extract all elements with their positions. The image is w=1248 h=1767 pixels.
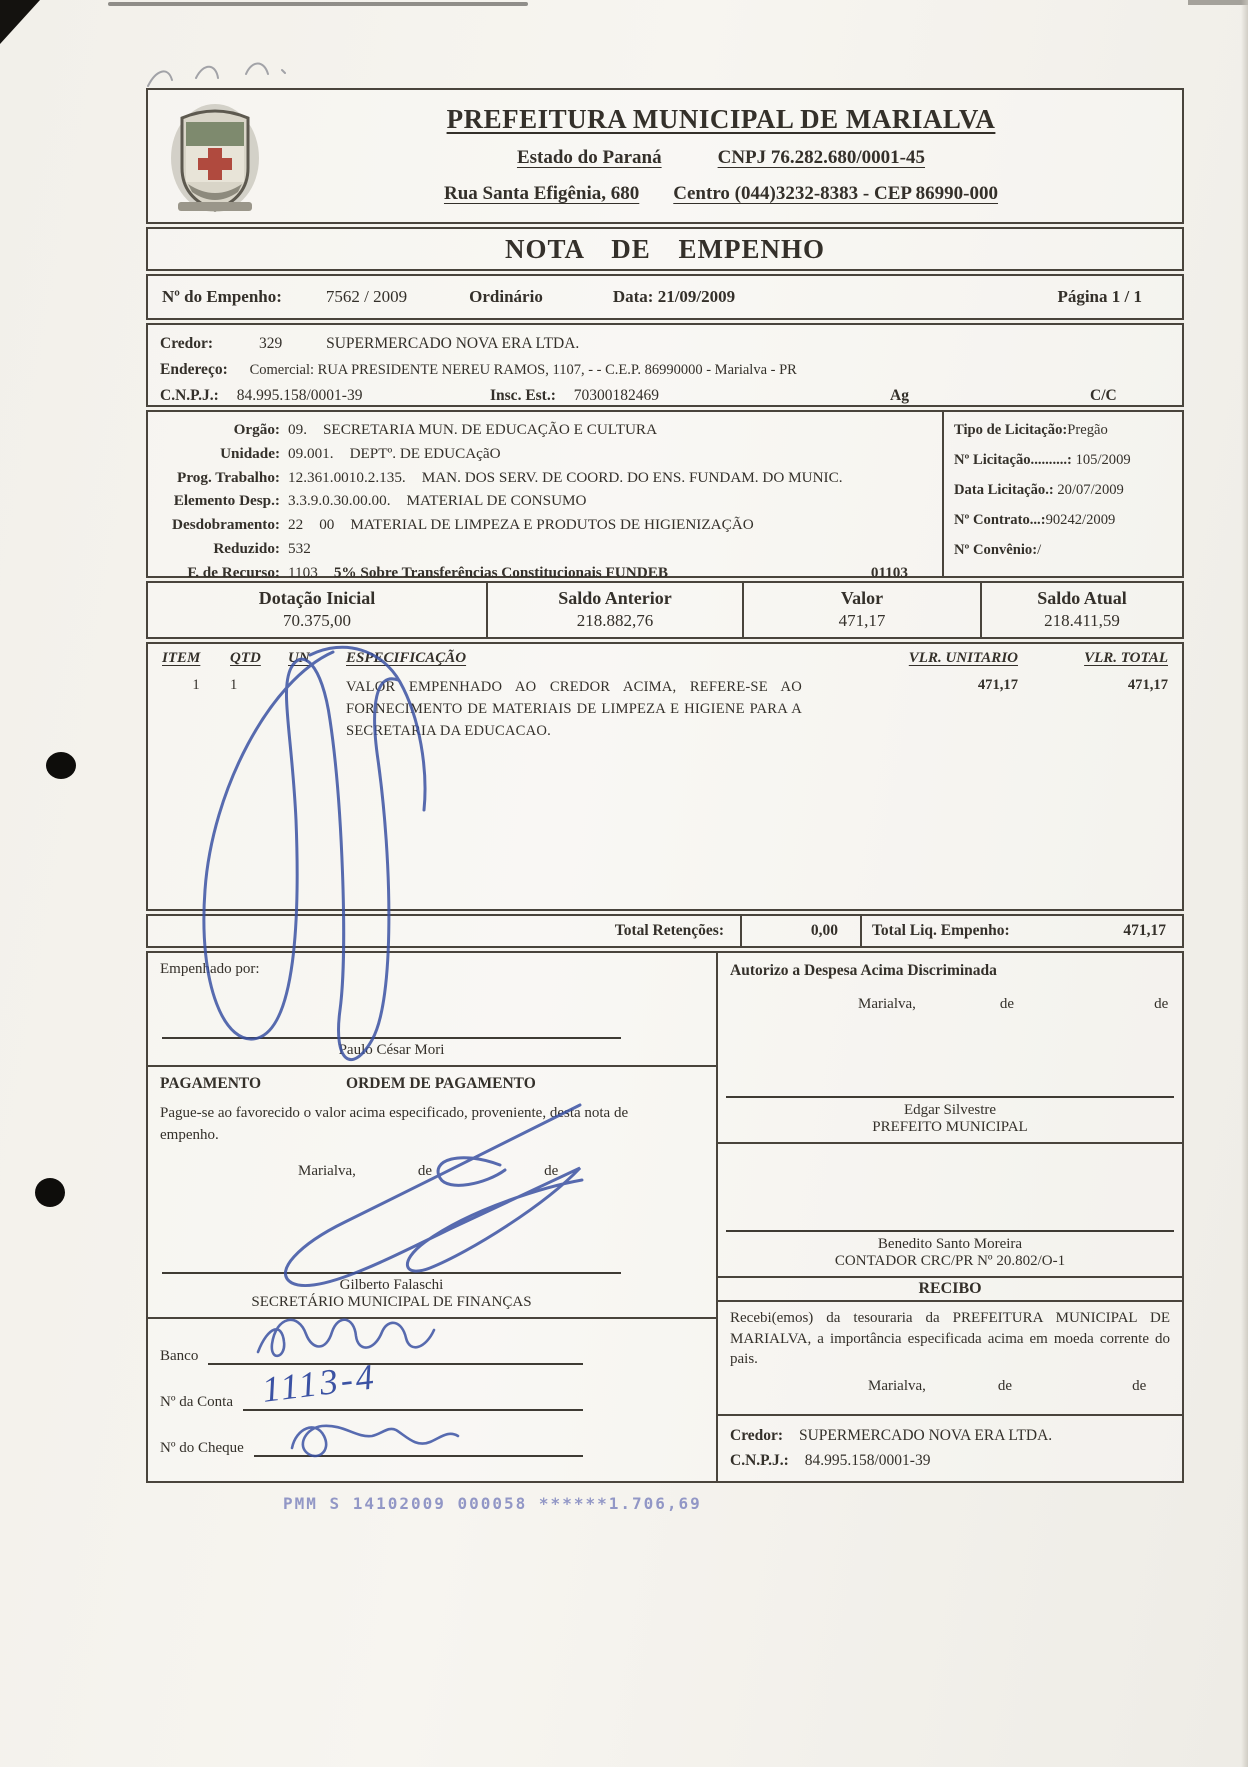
de-label: de	[1132, 1378, 1147, 1395]
page-label: Página	[1057, 287, 1108, 306]
item-vlr-unitario: 471,17	[977, 677, 1018, 693]
cnpj-final-label: C.N.P.J.:	[730, 1452, 789, 1470]
recurso-extra-code: 01103	[870, 563, 908, 581]
empenho-number-label: Nº do Empenho:	[162, 287, 282, 306]
desdobramento-code2: 00	[319, 516, 335, 534]
col-un: UN	[288, 650, 310, 666]
contrato-value: 90242/2009	[1045, 512, 1116, 528]
licitacao-tipo-label: Tipo de Licitação:	[954, 422, 1068, 438]
saldo-anterior-value: 218.882,76	[576, 611, 654, 630]
org-address-2: Centro (044)3232-8383 - CEP 86990-000	[673, 183, 999, 204]
credor-name: SUPERMERCADO NOVA ERA LTDA.	[326, 335, 580, 352]
pen-test-marks	[148, 64, 285, 87]
item-qtd: 1	[230, 677, 238, 693]
signature-scribble	[204, 652, 398, 1060]
contrato-label: Nº Contrato...:	[954, 512, 1046, 528]
valor-label: Valor	[840, 588, 884, 608]
signature-scribble	[285, 1105, 582, 1286]
banco-label: Banco	[160, 1348, 199, 1364]
conta-label: Nº da Conta	[160, 1394, 233, 1410]
page-value: 1 / 1	[1111, 287, 1142, 306]
retencoes-value: 0,00	[740, 916, 860, 946]
unidade-code: 09.001.	[288, 444, 334, 462]
elemento-label: Elemento Desp.:	[173, 492, 280, 510]
cidade-label: Marialva,	[868, 1378, 926, 1395]
item-especificacao: VALOR EMPENHADO AO CREDOR ACIMA, REFERE-SE AO FORNECIMENTO DE MATERIAIS DE LIMPEZA E HIGIENE PARA A SECRETARIA DA EDUCACAO.	[346, 679, 802, 739]
ordem-pagamento-title: ORDEM DE PAGAMENTO	[346, 1075, 536, 1092]
de-label: de	[1154, 996, 1169, 1012]
col-especificacao: ESPECIFICAÇÃO	[346, 650, 467, 666]
ag-label: Ag	[890, 387, 909, 405]
prog-code: 12.361.0010.2.135.	[288, 468, 406, 486]
cc-label: C/C	[1090, 387, 1117, 405]
prog-label: Prog. Trabalho:	[177, 468, 280, 486]
orgao-desc: SECRETARIA MUN. DE EDUCAÇÃO E CULTURA	[322, 421, 658, 438]
insc-value: 70300182469	[573, 387, 660, 405]
col-item: ITEM	[162, 650, 201, 666]
de-label: de	[999, 996, 1015, 1012]
orgao-label: Orgão:	[233, 421, 280, 438]
valor-value: 471,17	[838, 611, 886, 630]
pagamento-title: PAGAMENTO	[160, 1075, 262, 1092]
liq-empenho-label: Total Liq. Empenho:	[860, 916, 1095, 946]
credor-code: 329	[258, 335, 283, 352]
org-name: PREFEITURA MUNICIPAL DE MARIALVA	[446, 104, 996, 134]
dotacao-label: Dotação Inicial	[258, 588, 376, 608]
recibo-title: RECIBO	[718, 1278, 1182, 1302]
ordem-pagamento-texto: Pague-se ao favorecido o valor acima especificado, proveniente, desta nota de empenho.	[160, 1105, 629, 1143]
convenio-label: Nº Convênio:	[954, 542, 1038, 558]
signature-scribble	[310, 647, 425, 810]
cnpj-final-value: 84.995.158/0001-39	[804, 1452, 931, 1470]
contador-cargo: CONTADOR CRC/PR Nº 20.802/O-1	[834, 1252, 1066, 1269]
org-address: Rua Santa Efigênia, 680	[443, 183, 640, 204]
liq-empenho-value: 471,17	[1123, 922, 1166, 939]
credor-final-label: Credor:	[730, 1426, 784, 1444]
recurso-label: F. de Recurso:	[187, 563, 280, 581]
item-vlr-total: 471,17	[1127, 677, 1168, 693]
elemento-desc: MATERIAL DE CONSUMO	[406, 492, 587, 510]
desdobramento-code1: 22	[288, 516, 304, 534]
insc-label: Insc. Est.:	[490, 387, 556, 405]
recurso-code: 1103	[288, 563, 318, 581]
handwritten-conta: 1113-4	[259, 1356, 379, 1410]
reduzido-value: 532	[288, 539, 311, 557]
cidade-label: Marialva,	[858, 996, 916, 1012]
desdobramento-desc: MATERIAL DE LIMPEZA E PRODUTOS DE HIGIENIZAÇÃO	[350, 516, 754, 534]
empenho-number: 7562 / 2009	[325, 287, 408, 306]
endereco-label: Endereço:	[160, 361, 228, 379]
col-vlr-total: VLR. TOTAL	[1084, 650, 1168, 666]
col-vlr-unitario: VLR. UNITARIO	[908, 650, 1018, 666]
licitacao-data-label: Data Licitação.:	[954, 482, 1054, 498]
recurso-desc: 5% Sobre Transferências Constitucionais FUNDEB	[333, 563, 668, 581]
item-number: 1	[192, 677, 200, 693]
document-title: NOTA DE EMPENHO	[146, 227, 1184, 271]
dotacao-value: 70.375,00	[283, 611, 351, 630]
cheque-label: Nº do Cheque	[160, 1440, 244, 1456]
licitacao-data-value: 20/07/2009	[1057, 482, 1124, 498]
reduzido-label: Reduzido:	[213, 539, 280, 557]
prog-desc: MAN. DOS SERV. DE COORD. DO ENS. FUNDAM. DO MUNIC.	[421, 468, 843, 486]
contador-nome: Benedito Santo Moreira	[877, 1235, 1023, 1252]
secretario-nome: Gilberto Falaschi	[339, 1277, 444, 1293]
cnpj-label: C.N.P.J.:	[160, 387, 219, 405]
de-label: de	[997, 1378, 1013, 1395]
recibo-texto: Recebi(emos) da tesouraria da PREFEITURA MUNICIPAL DE MARIALVA, a importância especificada acima em moeda corrente do pais.	[730, 1309, 1170, 1368]
empenhado-por-nome: Paulo César Mori	[338, 1042, 445, 1058]
handwritten-banco	[258, 1320, 434, 1356]
prefeito-nome: Edgar Silvestre	[903, 1102, 997, 1119]
orgao-code: 09.	[288, 421, 307, 438]
endereco-value: Comercial: RUA PRESIDENTE NEREU RAMOS, 1107, - - C.E.P. 86990000 - Marialva - PR	[249, 362, 797, 379]
cnpj-value: 84.995.158/0001-39	[236, 387, 363, 405]
date-value: 21/09/2009	[657, 287, 736, 306]
date-label: Data:	[612, 287, 654, 306]
org-cnpj: CNPJ 76.282.680/0001-45	[717, 147, 926, 168]
retencoes-label: Total Retenções:	[614, 922, 724, 939]
licitacao-num-label: Nº Licitação..........:	[954, 452, 1072, 468]
saldo-anterior-label: Saldo Anterior	[558, 588, 672, 608]
secretario-cargo: SECRETÁRIO MUNICIPAL DE FINANÇAS	[251, 1294, 532, 1310]
saldo-atual-label: Saldo Atual	[1037, 588, 1127, 608]
desdobramento-label: Desdobramento:	[172, 516, 280, 534]
de-label: de	[544, 1162, 559, 1179]
dot-matrix-print: PMM S 14102009 000058 ******1.706,69	[283, 1494, 702, 1513]
de-label: de	[417, 1162, 433, 1179]
empenho-type: Ordinário	[469, 287, 543, 306]
elemento-code: 3.3.9.0.30.00.00.	[288, 492, 391, 510]
unidade-desc: DEPTº. DE EDUCAçãO	[349, 444, 501, 462]
prefeito-cargo: PREFEITO MUNICIPAL	[872, 1119, 1028, 1136]
autorizo-title: Autorizo a Despesa Acima Discriminada	[730, 962, 997, 979]
cidade-label: Marialva,	[298, 1162, 356, 1179]
licitacao-tipo-value: Pregão	[1067, 422, 1108, 438]
unidade-label: Unidade:	[220, 444, 280, 462]
credor-label: Credor:	[160, 335, 214, 352]
saldo-atual-value: 218.411,59	[1044, 611, 1120, 630]
convenio-value: /	[1037, 542, 1042, 558]
empenhado-por-label: Empenhado por:	[160, 961, 260, 977]
licitacao-num-value: 105/2009	[1075, 452, 1131, 468]
credor-final-nome: SUPERMERCADO NOVA ERA LTDA.	[798, 1426, 1053, 1444]
state-name: Estado do Paraná	[516, 147, 662, 168]
handwritten-cheque	[292, 1426, 458, 1456]
col-qtd: QTD	[230, 650, 261, 666]
